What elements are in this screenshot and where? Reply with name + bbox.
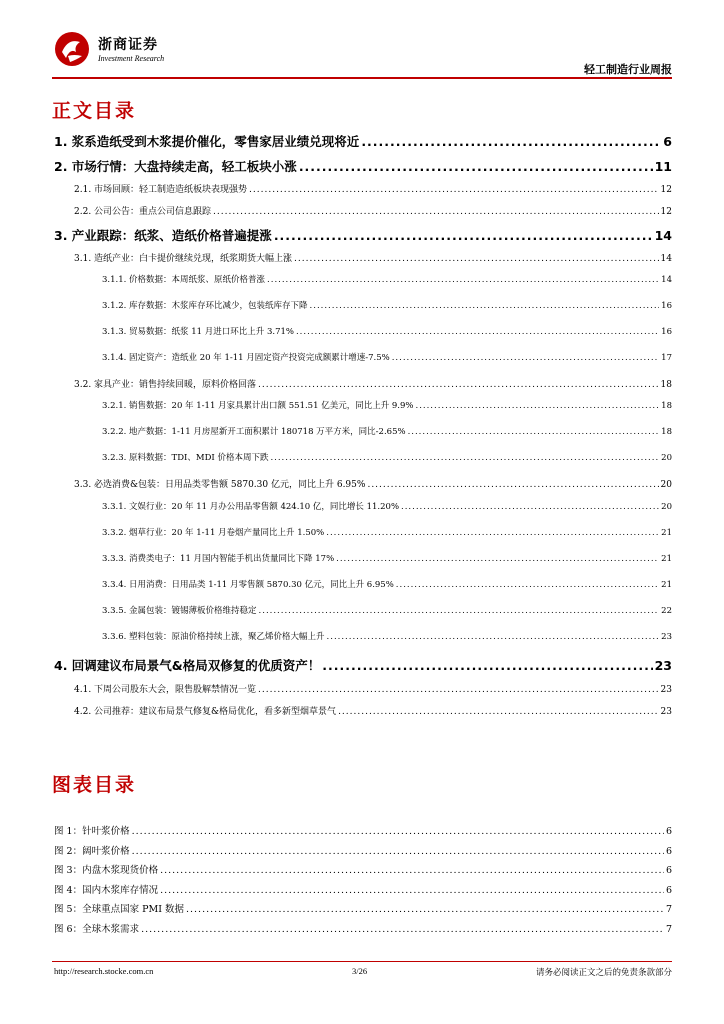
toc-entry[interactable]: [74, 477, 672, 490]
dot-leader: [249, 185, 659, 195]
dot-leader: [213, 207, 659, 217]
footer-divider: [52, 961, 672, 962]
toc-entry[interactable]: [102, 451, 672, 463]
figure-entry-page: 7: [665, 904, 672, 915]
toc-entry-page: 21: [661, 554, 672, 564]
toc-entry[interactable]: [74, 704, 672, 717]
figure-entry-page: 7: [665, 924, 672, 935]
dot-leader: [336, 554, 659, 564]
figure-entry[interactable]: [54, 921, 672, 935]
toc-entry[interactable]: [102, 299, 672, 311]
logo-text-en: Investment Research: [98, 54, 165, 63]
toc-entry-label: 3.3.4. 日用消费：日用品类 1-11 月零售额 5870.30 亿元，同比上升 6.95%: [102, 580, 394, 590]
dot-leader: [367, 480, 658, 490]
toc-entry[interactable]: [102, 500, 672, 512]
toc-entry-page: 20: [661, 453, 672, 463]
dot-leader: [132, 846, 664, 857]
figure-entry[interactable]: [54, 862, 672, 876]
toc-entry-page: 11: [654, 159, 672, 174]
figure-entry[interactable]: [54, 823, 672, 837]
dot-leader: [186, 904, 664, 915]
disclaimer-note: 请务必阅读正文之后的免责条款部分: [535, 968, 672, 978]
toc-entry-label: 3.2. 家具产业：销售持续回暖，原料价格回落: [74, 380, 257, 390]
dot-leader: [310, 301, 660, 311]
toc-entry-page: 21: [661, 528, 672, 538]
toc-entry[interactable]: [74, 682, 672, 695]
toc-entry-page: 21: [661, 580, 672, 590]
dot-leader: [299, 159, 653, 174]
dot-leader: [160, 885, 664, 896]
toc-entry[interactable]: [54, 132, 672, 150]
figure-entry-label: 图 3：内盘木浆现货价格: [54, 865, 159, 876]
figure-entry[interactable]: [54, 843, 672, 857]
dot-leader: [392, 353, 659, 363]
dot-leader: [258, 685, 659, 695]
figure-entry-page: 6: [665, 846, 672, 857]
figure-entry-label: 图 2：阔叶浆价格: [54, 846, 130, 857]
figure-entry[interactable]: [54, 901, 672, 915]
toc-entry[interactable]: [54, 226, 672, 244]
toc-entry[interactable]: [102, 526, 672, 538]
figure-entry-page: 6: [665, 865, 672, 876]
toc-entry-page: 18: [661, 401, 672, 411]
toc-entry-page: 6: [663, 134, 672, 149]
toc-entry-label: 3.1.1. 价格数据：本周纸浆、原纸价格普涨: [102, 275, 266, 285]
toc-title: 正文目录: [52, 100, 137, 122]
toc-entry-label: 3.3.2. 烟草行业：20 年 1-11 月卷烟产量同比上升 1.50%: [102, 528, 325, 538]
company-logo-icon: [52, 30, 92, 68]
toc-entry[interactable]: [102, 578, 672, 590]
toc-entry-page: 14: [660, 254, 672, 264]
toc-entry-label: 3.3.6. 塑料包装：原油价格持续上涨，聚乙烯价格大幅上升: [102, 632, 325, 642]
toc-entry[interactable]: [102, 604, 672, 616]
toc-entry-page: 18: [661, 427, 672, 437]
toc-entry[interactable]: [54, 157, 672, 175]
toc-entry-label: 4. 回调建议布局景气&格局双修复的优质资产！: [54, 658, 321, 673]
toc-entry-label: 3.2.2. 地产数据：1-11 月房屋新开工面积累计 180718 万平方米，同比-2.65%: [102, 427, 406, 437]
toc-entry-page: 16: [661, 327, 672, 337]
toc-entry[interactable]: [102, 552, 672, 564]
toc-entry-label: 3. 产业跟踪：纸浆、造纸价格普遍提涨: [54, 228, 272, 243]
figure-entry-page: 6: [665, 826, 672, 837]
toc-entry[interactable]: [74, 204, 672, 217]
page-number: 3/26: [352, 966, 368, 976]
header-divider: [52, 77, 672, 79]
toc-entry-page: 23: [660, 707, 672, 717]
toc-entry-label: 1. 浆系造纸受到木浆提价催化，零售家居业绩兑现将近: [54, 134, 360, 149]
toc-entry-page: 22: [661, 606, 672, 616]
dot-leader: [258, 380, 659, 390]
dot-leader: [401, 502, 659, 512]
toc-entry-label: 2.1. 市场回顾：轻工制造造纸板块表现强势: [74, 185, 248, 195]
toc-entry[interactable]: [102, 425, 672, 437]
toc-entry-label: 4.1. 下周公司股东大会，限售股解禁情况一览: [74, 685, 257, 695]
toc-entry-page: 23: [654, 658, 672, 673]
dot-leader: [322, 658, 652, 673]
toc-entry-label: 3.1.4. 固定资产：造纸业 20 年 1-11 月固定资产投资完成额累计增速-7.5%: [102, 353, 390, 363]
dot-leader: [326, 528, 659, 538]
dot-leader: [327, 632, 660, 642]
dot-leader: [294, 254, 659, 264]
toc-entry-label: 3.2.1. 销售数据：20 年 1-11 月家具累计出口额 551.51 亿美元，同比上升 9.9%: [102, 401, 414, 411]
toc-entry-page: 23: [660, 685, 672, 695]
figure-entry-label: 图 1：针叶浆价格: [54, 826, 130, 837]
report-type: 轻工制造行业周报: [584, 63, 672, 76]
toc-entry-page: 12: [660, 207, 672, 217]
dot-leader: [338, 707, 658, 717]
toc-entry-label: 3.3.1. 文娱行业：20 年 11 月办公用品零售额 424.10 亿，同比增长 11.20%: [102, 502, 400, 512]
toc-entry[interactable]: [74, 251, 672, 264]
toc-entry-label: 3.3.3. 消费类电子：11 月国内智能手机出货量同比下降 17%: [102, 554, 335, 564]
toc-entry-page: 14: [661, 275, 672, 285]
toc-entry-page: 12: [660, 185, 672, 195]
dot-leader: [267, 275, 659, 285]
toc-entry-page: 20: [660, 480, 672, 490]
toc-entry-page: 14: [654, 228, 672, 243]
dot-leader: [270, 453, 659, 463]
dot-leader: [361, 134, 661, 149]
dot-leader: [160, 865, 664, 876]
toc-entry[interactable]: [102, 325, 672, 337]
dot-leader: [259, 606, 660, 616]
dot-leader: [296, 327, 659, 337]
toc-entry[interactable]: [74, 182, 672, 195]
figure-entry-page: 6: [665, 885, 672, 896]
toc-entry-label: 3.1. 造纸产业：白卡提价继续兑现，纸浆期货大幅上涨: [74, 254, 293, 264]
figure-entry-label: 图 6：全球木浆需求: [54, 924, 140, 935]
toc-entry-page: 16: [661, 301, 672, 311]
toc-entry[interactable]: [54, 656, 672, 674]
dot-leader: [141, 924, 664, 935]
dot-leader: [408, 427, 660, 437]
figure-entry-label: 图 4：国内木浆库存情况: [54, 885, 159, 896]
logo-text-cn: 浙商证券: [98, 37, 158, 53]
toc-entry[interactable]: [102, 273, 672, 285]
toc-entry[interactable]: [102, 630, 672, 642]
dot-leader: [396, 580, 659, 590]
toc-entry-label: 3.3.5. 金属包装：镀锡薄板价格维持稳定: [102, 606, 257, 616]
toc-entry-label: 3.1.3. 贸易数据：纸浆 11 月进口环比上升 3.71%: [102, 327, 294, 337]
dot-leader: [132, 826, 664, 837]
dot-leader: [416, 401, 660, 411]
figure-entry[interactable]: [54, 882, 672, 896]
toc-entry-label: 3.1.2. 库存数据：木浆库存环比减少，包装纸库存下降: [102, 301, 308, 311]
toc-entry-page: 18: [660, 380, 672, 390]
toc-entry-label: 2. 市场行情：大盘持续走高，轻工板块小涨: [54, 159, 297, 174]
toc-entry[interactable]: [102, 399, 672, 411]
toc-entry-page: 20: [661, 502, 672, 512]
toc-entry-label: 2.2. 公司公告：重点公司信息跟踪: [74, 207, 212, 217]
page-header: [52, 30, 672, 78]
dot-leader: [274, 228, 653, 243]
toc-entry[interactable]: [74, 377, 672, 390]
figure-list-title: 图表目录: [52, 774, 137, 796]
figure-entry-label: 图 5：全球重点国家 PMI 数据: [54, 904, 184, 915]
footer-url-link[interactable]: http://research.stocke.com.cn: [54, 966, 154, 976]
toc-entry-page: 17: [661, 353, 672, 363]
toc-entry-label: 4.2. 公司推荐：建议布局景气修复&格局优化，看多新型烟草景气: [74, 707, 337, 717]
toc-entry-page: 23: [661, 632, 672, 642]
toc-entry-label: 3.3. 必选消费&包装：日用品类零售额 5870.30 亿元，同比上升 6.95%: [74, 480, 366, 490]
toc-entry[interactable]: [102, 351, 672, 363]
toc-entry-label: 3.2.3. 原料数据：TDI、MDI 价格本周下跌: [102, 453, 269, 463]
